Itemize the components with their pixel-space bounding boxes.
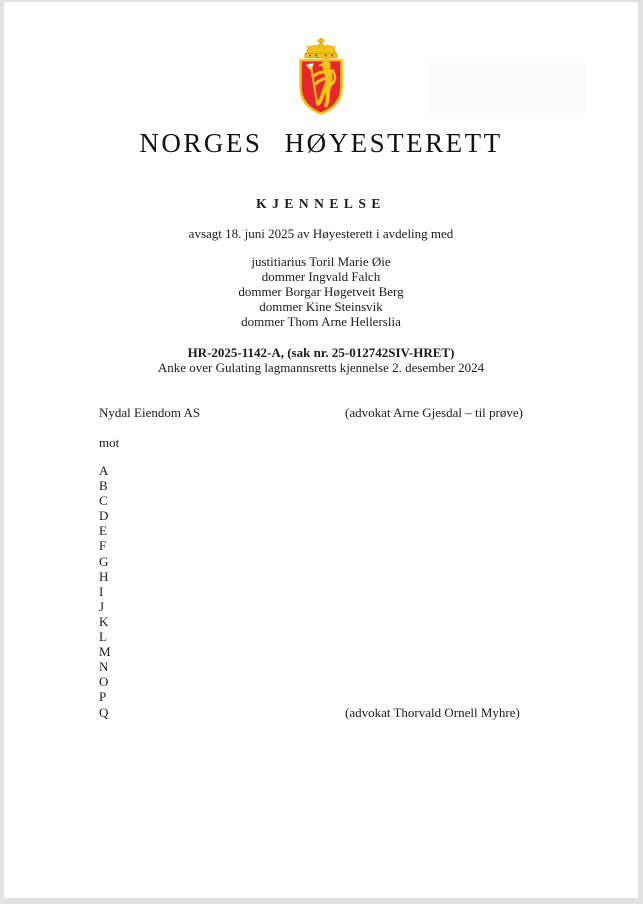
last-respondent-name: Q [99,704,109,720]
case-number: HR-2025-1142-A, (sak nr. 25-012742SIV-HRET) [187,345,455,360]
respondent-name: B [99,478,108,494]
respondent-name: O [99,674,109,690]
issued-line: avsagt 18. juni 2025 av Høyesterett i avdeling med [188,226,454,241]
respondents-list [99,463,592,705]
respondent-name: D [99,508,109,524]
respondent-name: L [99,629,107,645]
respondent-name: C [99,493,108,509]
respondent-name: G [99,553,109,569]
respondent-name: J [99,598,105,614]
respondent-name: E [99,523,107,539]
appellant-name: Nydal Eiendom AS [99,405,201,420]
respondent-name: K [99,613,109,629]
appellant-row [99,405,592,420]
respondent-name: P [99,689,107,705]
last-respondent-row [99,705,592,720]
judge-name: dommer Thom Arne Hellerslia [241,314,401,329]
judge-name: dommer Borgar Høgetveit Berg [238,284,404,299]
appellant-counsel: (advokat Arne Gjesdal – til prøve) [345,405,523,420]
judge-name: justitiarius Toril Marie Øie [251,254,391,269]
parties-section [99,405,592,720]
last-respondent-counsel: (advokat Thorvald Ornell Myhre) [345,704,520,720]
respondent-name: N [99,659,109,675]
respondent-name: M [99,644,111,660]
court-name: NORGES HØYESTERETT [139,128,503,158]
judge-name: dommer Kine Steinsvik [259,299,383,314]
norway-coat-of-arms-icon [288,38,354,120]
respondent-name: A [99,463,109,478]
respondent-name: H [99,568,109,584]
respondent-name: I [99,583,104,599]
faint-highlight-box [428,62,585,114]
versus-label: mot [99,435,120,450]
judge-name: dommer Ingvald Falch [261,269,381,284]
appeal-line: Anke over Gulating lagmannsretts kjennelse 2. desember 2024 [157,360,485,375]
respondent-name: F [99,538,107,554]
judges-list [4,254,638,329]
document-type-heading: KJENNELSE [256,196,386,211]
